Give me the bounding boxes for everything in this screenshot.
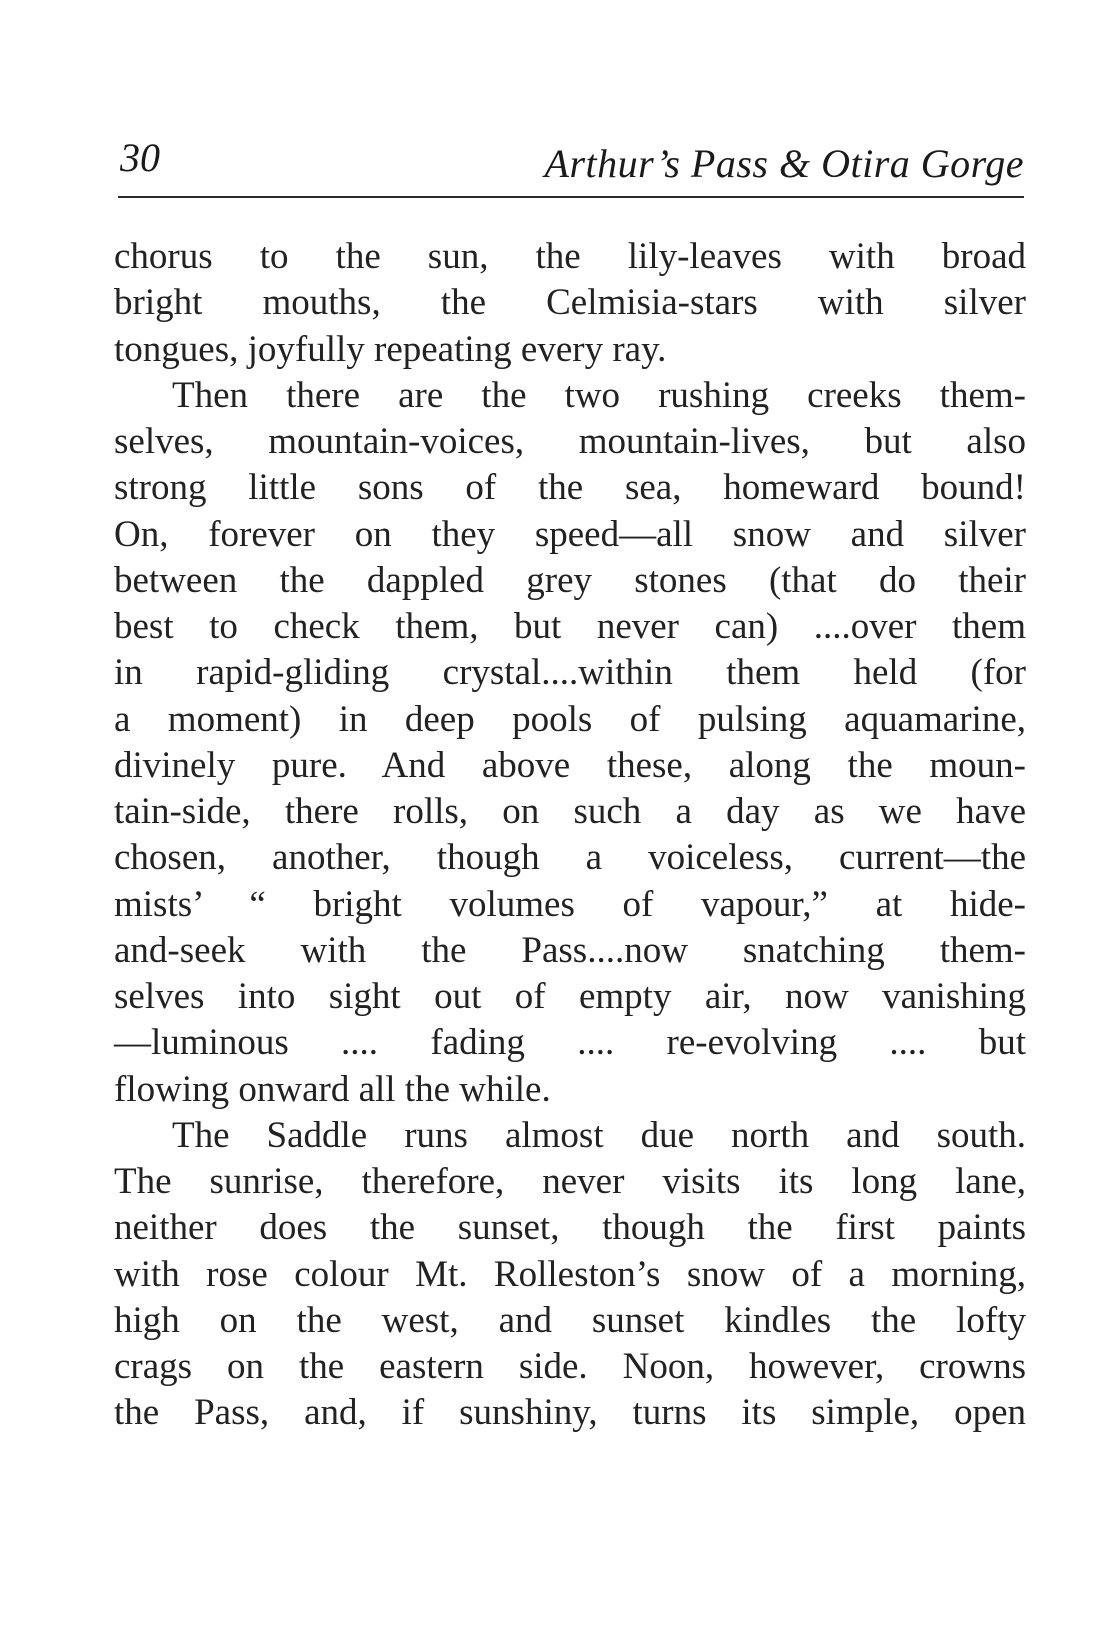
- text-line: with rose colour Mt. Rolleston’s snow of a morning,: [114, 1253, 1026, 1295]
- text-line: in rapid-gliding crystal....within them held (for: [114, 652, 1026, 694]
- text-line: chosen, another, though a voiceless, current—the: [114, 837, 1026, 879]
- running-head: [120, 128, 1024, 188]
- text-line: strong little sons of the sea, homeward bound!: [114, 467, 1026, 509]
- text-line: bright mouths, the Celmisia-stars with silver: [114, 282, 1026, 324]
- paragraph: [114, 373, 1026, 1113]
- text-line: divinely pure. And above these, along the moun-: [114, 744, 1026, 786]
- text-line: high on the west, and sunset kindles the lofty: [114, 1299, 1026, 1341]
- text-line: best to check them, but never can) ....over them: [114, 606, 1026, 647]
- text-line: between the dappled grey stones (that do their: [114, 559, 1026, 601]
- text-line: Then there are the two rushing creeks them-: [172, 374, 1026, 416]
- text-line: selves, mountain-voices, mountain-lives, but also: [114, 421, 1026, 462]
- text-line: crags on the eastern side. Noon, however, crowns: [114, 1346, 1026, 1387]
- text-line: selves into sight out of empty air, now vanishing: [114, 976, 1026, 1017]
- text-line: mists’ “ bright volumes of vapour,” at hide-: [114, 883, 1026, 925]
- text-line: a moment) in deep pools of pulsing aquamarine,: [114, 698, 1026, 740]
- text-line: neither does the sunset, though the first paints: [114, 1207, 1026, 1249]
- paragraph: [114, 1113, 1026, 1437]
- text-line: The Saddle runs almost due north and south.: [172, 1114, 1026, 1156]
- text-line: chorus to the sun, the lily-leaves with broad: [114, 236, 1026, 277]
- body-text: [114, 234, 1026, 1437]
- text-line: On, forever on they speed—all snow and silver: [114, 513, 1026, 555]
- running-title: Arthur’s Pass & Otira Gorge: [544, 141, 1024, 186]
- page-number: 30: [120, 135, 160, 180]
- header-rule: [118, 196, 1024, 198]
- text-line: The sunrise, therefore, never visits its long lane,: [114, 1161, 1026, 1202]
- text-line: tongues, joyfully repeating every ray.: [114, 328, 667, 370]
- text-line: and-seek with the Pass....now snatching them-: [114, 929, 1026, 971]
- text-line: —luminous .... fading .... re-evolving .... but: [114, 1022, 1026, 1064]
- text-line: flowing onward all the while.: [114, 1068, 551, 1110]
- text-line: tain-side, there rolls, on such a day as we have: [114, 791, 1026, 832]
- text-line: the Pass, and, if sunshiny, turns its simple, open: [114, 1392, 1026, 1434]
- paragraph: [114, 234, 1026, 373]
